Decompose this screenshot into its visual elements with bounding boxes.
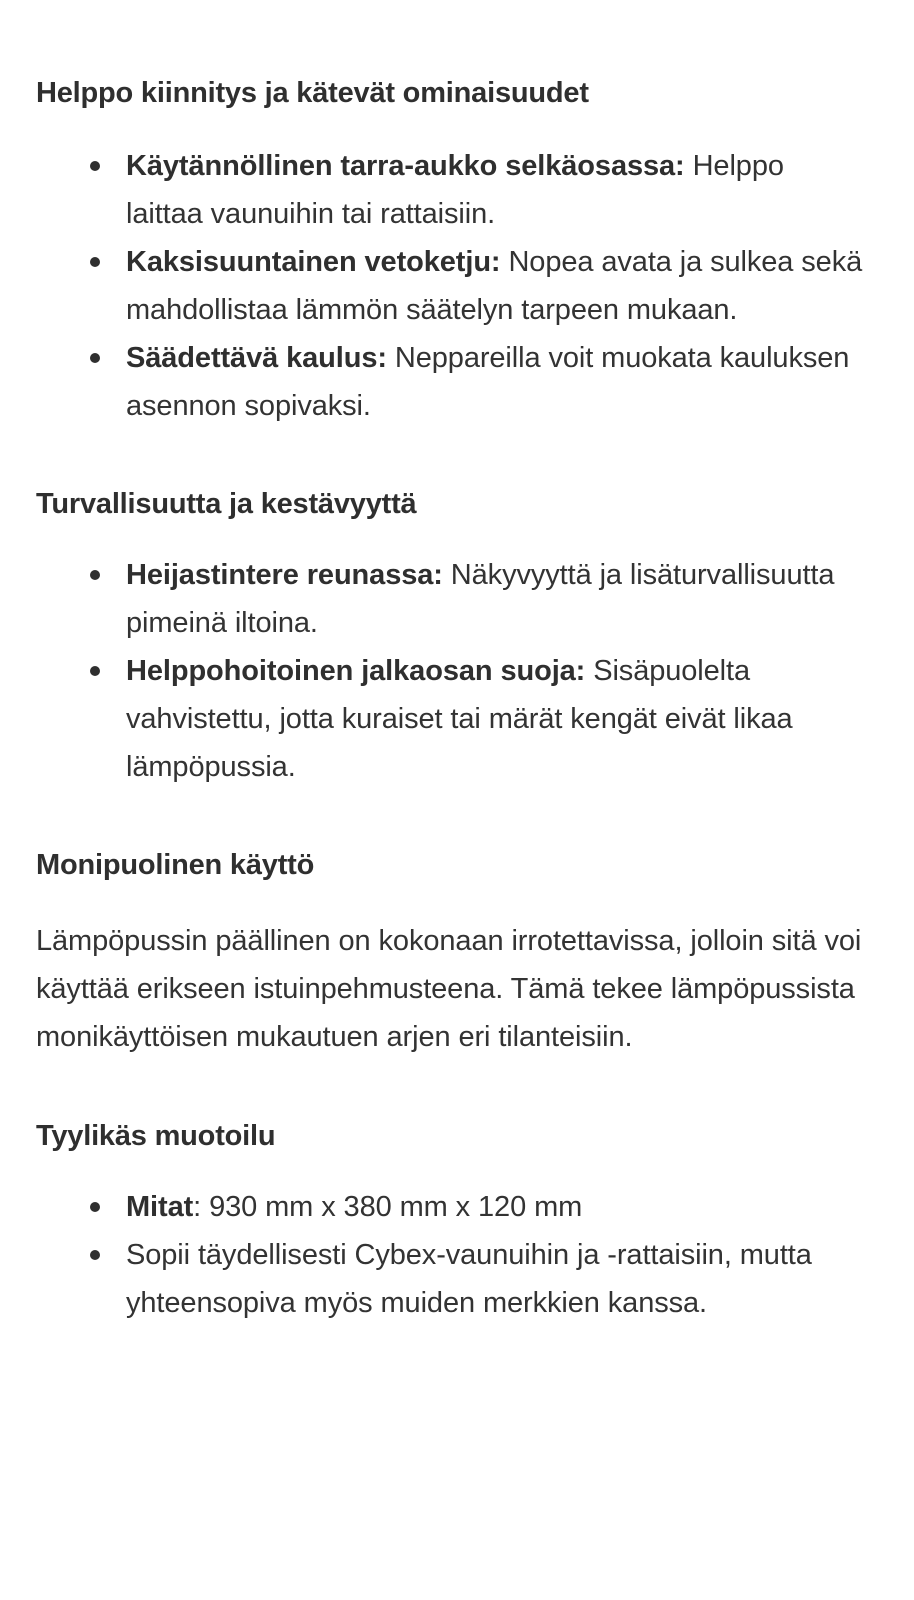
list-item-rest: Neppareilla voit muokata kauluksen asennon sopivaksi. [126, 342, 850, 422]
versatile-use-paragraph: Lämpöpussin päällinen on kokonaan irrotettavissa, jolloin sitä voi käyttää erikseen istuinpehmusteena. Tämä tekee lämpöpussista monikäyttöisen mukautuen arjen eri tilanteisiin. [36, 925, 862, 1053]
list-item [90, 647, 864, 791]
list-item [90, 238, 864, 334]
feature-list-easy-attachment [0, 142, 914, 430]
bullet-dot-icon [90, 1250, 100, 1260]
list-item [90, 142, 864, 238]
bullet-dot-icon [90, 570, 100, 580]
list-item [90, 334, 864, 430]
bullet-dot-icon [90, 666, 100, 676]
section-heading-versatile-use: Monipuolinen käyttö [36, 849, 315, 881]
list-item [90, 1231, 864, 1327]
list-item-lead: Heijastintere reunassa: [126, 559, 443, 591]
list-item-lead: Mitat [126, 1191, 194, 1223]
list-item-lead: Kaksisuuntainen vetoketju: [126, 246, 501, 278]
bullet-dot-icon [90, 257, 100, 267]
list-item-rest: Helppo laittaa vaunuihin tai rattaisiin. [126, 150, 784, 230]
bullet-dot-icon [90, 353, 100, 363]
feature-list-stylish-design [0, 1183, 914, 1327]
list-item-rest: : 930 mm x 380 mm x 120 mm [193, 1191, 583, 1223]
list-item-lead: Säädettävä kaulus: [126, 342, 387, 374]
bullet-dot-icon [90, 161, 100, 171]
list-item [90, 1183, 864, 1231]
list-item-lead: Käytännöllinen tarra-aukko selkäosassa: [126, 150, 685, 182]
feature-list-safety-durability [0, 551, 914, 791]
list-item-rest: Sisäpuolelta vahvistettu, jotta kuraiset tai märät kengät eivät likaa lämpöpussia. [126, 655, 793, 783]
list-item-rest: Sopii täydellisesti Cybex-vaunuihin ja -rattaisiin, mutta yhteensopiva myös muiden merkkien kanssa. [126, 1239, 812, 1319]
section-heading-stylish-design: Tyylikäs muotoilu [36, 1120, 276, 1152]
list-item [90, 551, 864, 647]
section-heading-easy-attachment: Helppo kiinnitys ja kätevät ominaisuudet [36, 77, 589, 109]
section-heading-safety-durability: Turvallisuutta ja kestävyyttä [36, 488, 417, 520]
list-item-lead: Helppohoitoinen jalkaosan suoja: [126, 655, 586, 687]
list-item-rest: Näkyvyyttä ja lisäturvallisuutta pimeinä iltoina. [126, 559, 835, 639]
bullet-dot-icon [90, 1202, 100, 1212]
list-item-rest: Nopea avata ja sulkea sekä mahdollistaa lämmön säätelyn tarpeen mukaan. [126, 246, 863, 326]
